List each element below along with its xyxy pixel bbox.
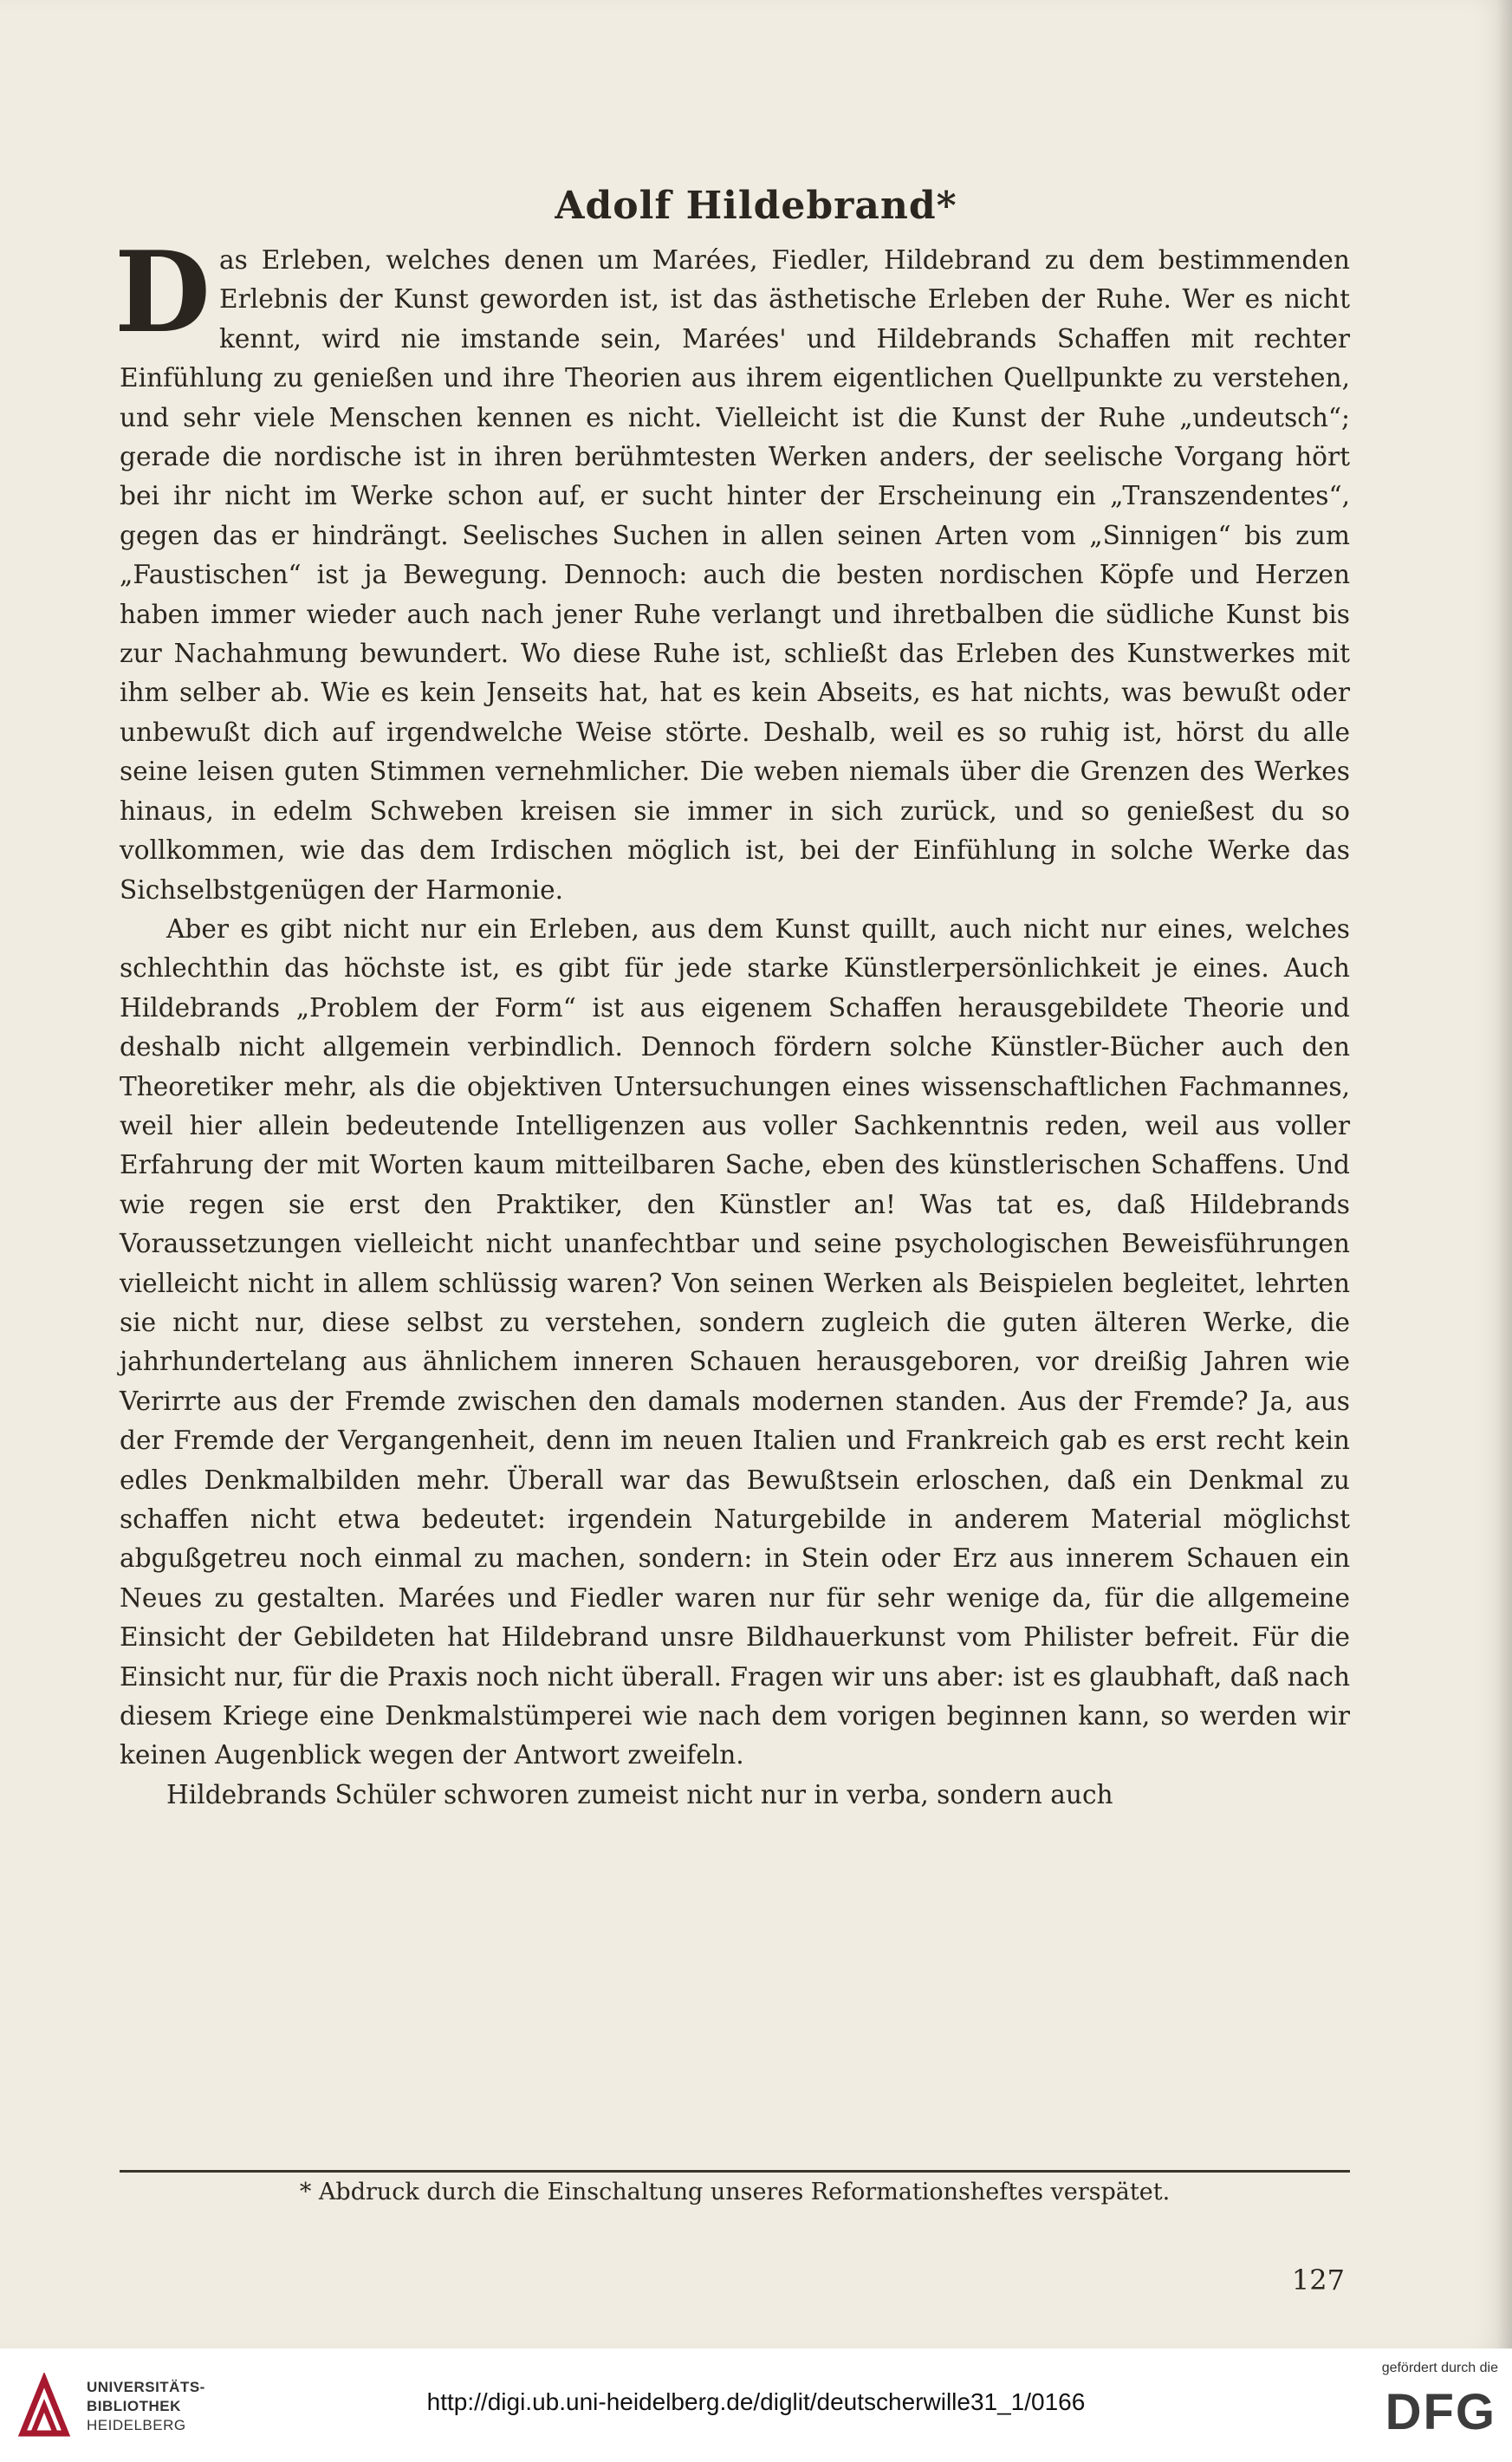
paragraph-3: Hildebrands Schüler schworen zumeist nicht nur in verba, sondern auch — [166, 1779, 1113, 1809]
institution-line-1: UNIVERSITÄTS- — [87, 2379, 205, 2395]
footnote-divider — [120, 2170, 1350, 2173]
drop-cap: D — [114, 228, 211, 358]
paragraph-1 — [114, 228, 1350, 910]
paragraph-2: Aber es gibt nicht nur ein Erleben, aus dem Kunst quillt, auch nicht nur eines, welches schlechthin das höchste ist, es gibt für jede starke Künstlerpersönlichkeit je eines. Auch Hildebrands „Problem der Form“ ist aus eigenem Schaffen herausgebildete Theorie und deshalb nicht allgemein verbindlich. Dennoch fördern solche Künstler-Bücher auch den Theoretiker mehr, als die objektiven Untersuchungen eines wissenschaftlichen Fachmannes, weil hier allein bedeutende Intelligenzen aus voller Sachkenntnis reden, weil aus voller Erfahrung der mit Worten kaum mitteilbaren Sache, eben des künstlerischen Schaffens. Und wie regen sie erst den Praktiker, den Künstler an! Was tat es, daß Hildebrands Voraussetzungen vielleicht nicht unanfechtbar und seine psychologischen Beweisführungen vielleicht nicht in allem schlüssig waren? Von seinen Werken als Beispielen begleitet, lehrten sie nicht nur, diese selbst zu verstehen, sondern zugleich die guten älteren Werke, die jahrhundertelang aus ähnlichem inneren Schauen herausgeboren, vor dreißig Jahren wie Verirrte aus der Fremde zwischen den damals modernen standen. Aus der Fremde? Ja, aus der Fremde der Vergangenheit, denn im neuen Italien und Frankreich gab es erst recht kein edles Denkmalbilden mehr. Überall war das Bewußtsein erloschen, daß ein Denkmal zu schaffen nicht etwa bedeutet: irgendein Naturgebilde in anderem Material möglichst abgußgetreu noch einmal zu machen, sondern: in Stein oder Erz aus innerem Schauen ein Neues zu gestalten. Marées und Fiedler waren nur für sehr wenige da, für die allgemeine Einsicht der Gebildeten hat Hildebrand unsre Bildhauerkunst vom Philister befreit. Für die Einsicht nur, für die Praxis noch nicht überall. Fragen wir uns aber: ist es glaubhaft, daß nach diesem Kriege eine Denkmalstümperei wie nach dem vorigen beginnen kann, so werden wir keinen Augenblick wegen der Antwort zweifeln. — [120, 913, 1350, 1770]
article-body — [114, 228, 1350, 1815]
paragraph-1-text: as Erleben, welches denen um Marées, Fiedler, Hildebrand zu dem bestimmenden Erlebnis der Kunst geworden ist, ist das ästhetische Erleben der Ruhe. Wer es nicht kennt, wird nie imstande sein, Marées' und Hildebrands Schaffen mit rechter Einfühlung zu genießen und ihre Theorien aus ihrem eigentlichen Quellpunkte zu verstehen, und sehr viele Menschen kennen es nicht. Vielleicht ist die Kunst der Ruhe „undeutsch“; gerade die nordische ist in ihren berühmtesten Werken anders, der seelische Vorgang hört bei ihr nicht im Werke schon auf, er sucht hinter der Erscheinung ein „Transzendentes“, gegen das er hindrängt. Seelisches Suchen in allen seinen Arten vom „Sinnigen“ bis zum „Faustischen“ ist ja Bewegung. Dennoch: auch die besten nordischen Köpfe und Herzen haben immer wieder auch nach jener Ruhe verlangt und ihretbalben die südliche Kunst bis zur Nachahmung bewundert. Wo diese Ruhe ist, schließt das Erleben des Kunstwerkes mit ihm selber ab. Wie es kein Jenseits hat, hat es kein Abseits, es hat nichts, was bewußt oder unbewußt dich auf irgendwelche Weise störte. Deshalb, weil es so ruhig ist, hörst du alle seine leisen guten Stimmen vernehmlicher. Die weben niemals über die Grenzen des Werkes hinaus, in edelm Schweben kreisen sie immer in sich zurück, und so genießest du so vollkommen, wie das dem Irdischen möglich ist, bei der Einfühlung in solche Werke das Sichselbstgenügen der Harmonie. — [120, 245, 1350, 905]
dfg-logo[interactable]: DFG — [1385, 2384, 1496, 2440]
sponsor-label: gefördert durch die — [1381, 2361, 1498, 2375]
institution-line-2: BIBLIOTHEK — [87, 2398, 181, 2414]
digitization-banner — [0, 2348, 1512, 2462]
permalink-url[interactable]: http://digi.ub.uni-heidelberg.de/diglit/deutscherwille31_1/0166 — [426, 2388, 1086, 2415]
article-title: Adolf Hildebrand* — [555, 184, 957, 228]
footnote: * Abdruck durch die Einschaltung unseres Reformationsheftes verspätet. — [299, 2179, 1171, 2205]
page-number: 127 — [1291, 2264, 1345, 2296]
institution-line-3: HEIDELBERG — [87, 2417, 186, 2433]
